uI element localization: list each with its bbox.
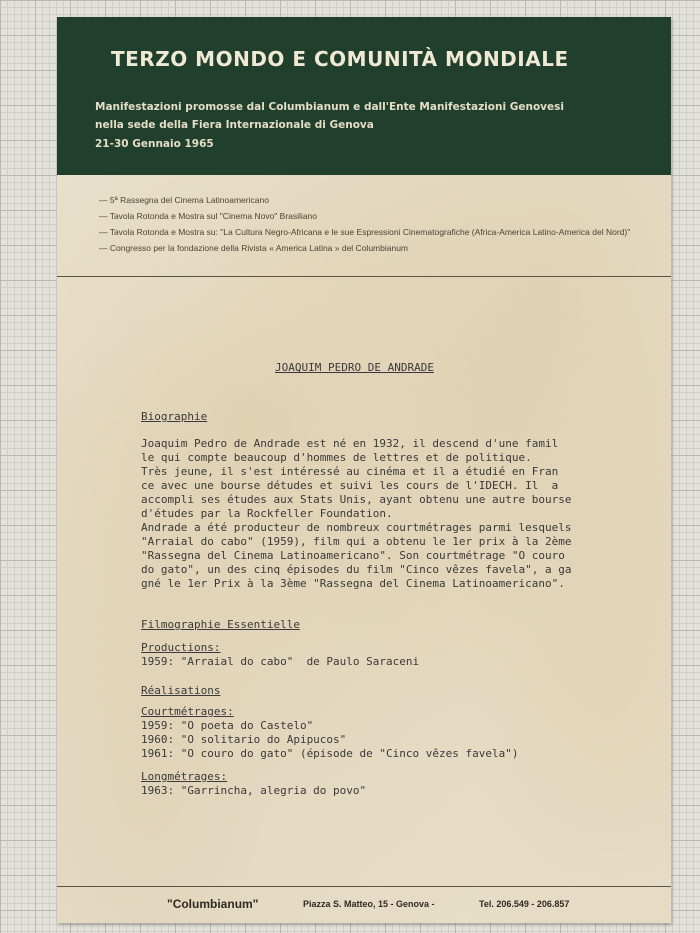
- event-item: — Congresso per la fondazione della Rivista « America Latina » del Columbianum: [99, 243, 409, 253]
- biography-line: gné le 1er Prix à la 3ème "Rassegna del Cinema Latinoamericano".: [141, 577, 565, 590]
- biography-line: ce avec une bourse détudes et suivi les cours de l'IDECH. Il a: [141, 479, 559, 492]
- filmography-heading: Filmographie Essentielle: [141, 618, 300, 631]
- subject-name: JOAQUIM PEDRO DE ANDRADE: [275, 361, 434, 374]
- biography-line: Andrade a été producteur de nombreux courtmétrages parmi lesquels: [141, 521, 572, 534]
- biography-line: d'études par la Rockfeller Foundation.: [141, 507, 393, 520]
- realisations-heading: Réalisations: [141, 684, 221, 697]
- event-item: — Tavola Rotonda e Mostra sul "Cinema Novo" Brasiliano: [99, 211, 318, 221]
- footer-address: Piazza S. Matteo, 15 - Genova -: [303, 899, 435, 909]
- letterhead-banner: [57, 17, 671, 175]
- footer-org: "Columbianum": [167, 897, 259, 911]
- letterhead-title: TERZO MONDO E COMUNITÀ MONDIALE: [111, 47, 569, 71]
- short-film-entry: 1960: "O solitario do Apipucos": [141, 733, 347, 746]
- biography-line: le qui compte beaucoup d'hommes de lettres et de politique.: [141, 451, 532, 464]
- letterhead-footer: [57, 897, 671, 923]
- short-film-entry: 1959: "O poeta do Castelo": [141, 719, 314, 732]
- footer-telephone: Tel. 206.549 - 206.857: [479, 899, 570, 909]
- features-heading: Longmétrages:: [141, 770, 228, 783]
- divider-bottom: [57, 886, 671, 887]
- document-sheet: [57, 17, 671, 923]
- letterhead-subtitle-line2: nella sede della Fiera Internazionale di Genova: [95, 119, 374, 131]
- biography-line: "Arraial do cabo" (1959), film qui a obtenu le 1er prix à la 2ème: [141, 535, 572, 548]
- biography-line: do gato", un des cinq épisodes du film "Cinco vêzes favela", a ga: [141, 563, 572, 576]
- biography-line: accompli ses études aux Stats Unis, ayant obtenu une autre bourse: [141, 493, 572, 506]
- event-item: — 5ª Rassegna del Cinema Latinoamericano: [99, 195, 269, 205]
- feature-film-entry: 1963: "Garrincha, alegria do povo": [141, 784, 367, 797]
- shorts-heading: Courtmétrages:: [141, 705, 234, 718]
- biography-line: Joaquim Pedro de Andrade est né en 1932, il descend d'une famil: [141, 437, 559, 450]
- biography-heading: Biographie: [141, 410, 208, 423]
- event-item: — Tavola Rotonda e Mostra su: "La Cultura Negro-Africana e le sue Espressioni Cinematografiche (Africa-America Latino-America del Nord)": [99, 227, 631, 237]
- short-film-entry: 1961: "O couro do gato" (épisode de "Cinco vêzes favela"): [141, 747, 519, 760]
- event-list: [99, 195, 659, 259]
- biography-line: Très jeune, il s'est intéressé au cinéma et il a étudié en Fran: [141, 465, 559, 478]
- divider-top: [57, 276, 671, 277]
- biography-line: "Rassegna del Cinema Latinoamericano". Son courtmétrage "O couro: [141, 549, 565, 562]
- production-entry: 1959: "Arraial do cabo" de Paulo Saraceni: [141, 655, 420, 668]
- letterhead-dates: 21-30 Gennaio 1965: [95, 138, 214, 150]
- letterhead-subtitle-line1: Manifestazioni promosse dal Columbianum e dall'Ente Manifestazioni Genovesi: [95, 101, 564, 113]
- productions-heading: Productions:: [141, 641, 221, 654]
